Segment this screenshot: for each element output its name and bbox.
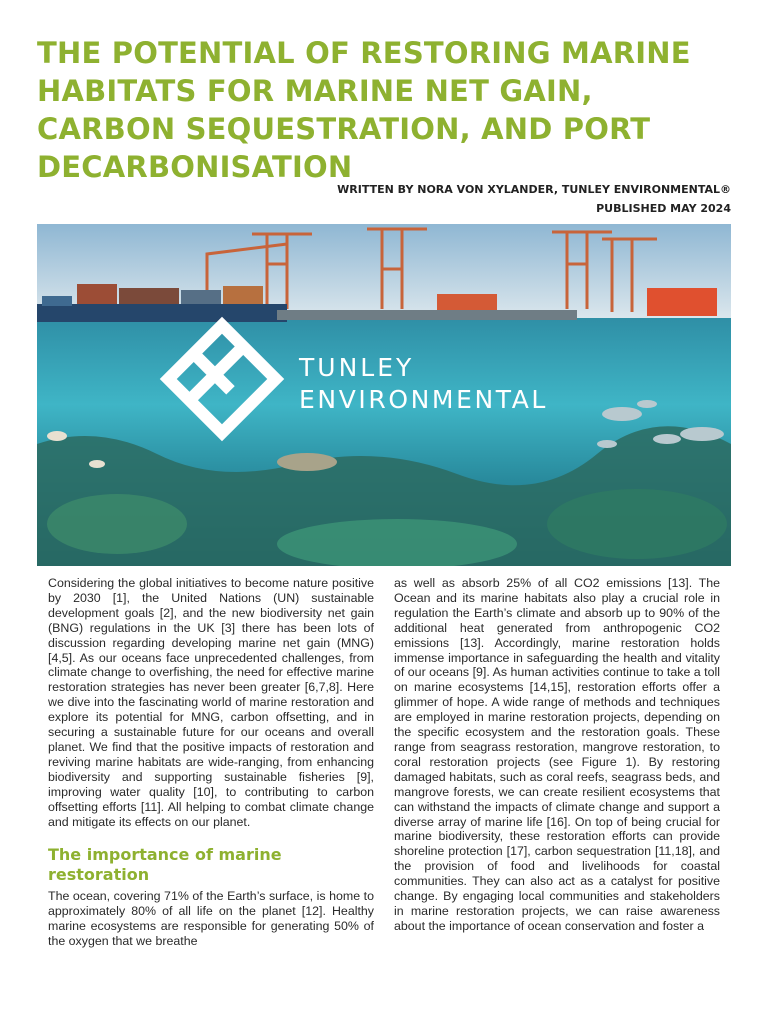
- published-date: PUBLISHED MAY 2024: [596, 202, 731, 215]
- intro-paragraph: Considering the global initiatives to become nature positive by 2030 [1], the United Nations (UN) sustainable development goals [2], and the new biodiversity net gain (BNG) regulations in the UK [3] there has been lots of discussion regarding developing marine net gain (MNG) [4,5]. As our oceans face unprecedented challenges, from climate change to overfishing, the need for effective marine restoration strategies has never been greater [6,7,8]. Here we dive into the fascinating world of marine restoration and explore its potential for MNG, carbon offsetting, and in securing a sustainable future for our oceans and overall planet. We find that the positive impacts of restoration and reviving marine habitats are wide-ranging, from enhancing biodiversity and supporting sustainable fisheries [9], improving water quality [10], to contributing to carbon offsetting efforts [11]. All helping to combat climate change and mitigate its effects on our planet.: [48, 576, 374, 829]
- author-line: WRITTEN BY NORA VON XYLANDER, TUNLEY ENVIRONMENTAL®: [337, 183, 731, 196]
- section-paragraph: The ocean, covering 71% of the Earth’s surface, is home to approximately 80% of all life on the planet [12]. Healthy marine ecosystems are responsible for generating 50% of the oxygen that we breathe: [48, 889, 374, 949]
- right-column: [394, 576, 720, 949]
- brand-line-1: TUNLEY: [299, 353, 415, 382]
- section-heading: The importance of marine restoration: [48, 845, 282, 885]
- brand-wordmark: [299, 352, 548, 416]
- hero-image: [37, 224, 731, 566]
- red-vessel: [647, 288, 717, 316]
- left-column: [48, 576, 374, 949]
- quay: [277, 310, 577, 320]
- right-column-paragraph: as well as absorb 25% of all CO2 emissions [13]. The Ocean and its marine habitats also play a crucial role in regulation the Earth’s climate and absorb up to 90% of the additional heat generated from anthropogenic CO2 emissions [13]. Accordingly, marine restoration holds immense importance in safeguarding the health and vitality of our oceans [9]. As human activities continue to take a toll on marine ecosystems [14,15], restoration efforts offer a glimmer of hope. A wide range of methods and techniques are employed in marine restoration projects, depending on the specific ecosystem and the restoration goals. These range from seagrass restoration, mangrove restoration, to coral restoration projects (see Figure 1). By restoring damaged habitats, such as coral reefs, seagrass beds, and mangrove forests, we can create resilient ecosystems that can withstand the impacts of climate change and support a diverse array of marine life [16]. On top of being crucial for marine biodiversity, these restoration efforts can provide shoreline protection [17], carbon sequestration [11,18], and the provision of food and livelihoods for coastal communities. They can also act as a catalyst for positive change. By engaging local communities and stakeholders in marine restoration projects, we can raise awareness about the importance of ocean conservation and foster a: [394, 576, 720, 933]
- article-body: [48, 576, 720, 949]
- page-title: THE POTENTIAL OF RESTORING MARINE HABITATS FOR MARINE NET GAIN, CARBON SEQUESTRATION, AND PORT DECARBONISATION: [37, 36, 691, 184]
- brand-line-2: ENVIRONMENTAL: [299, 385, 548, 414]
- byline: [337, 180, 731, 218]
